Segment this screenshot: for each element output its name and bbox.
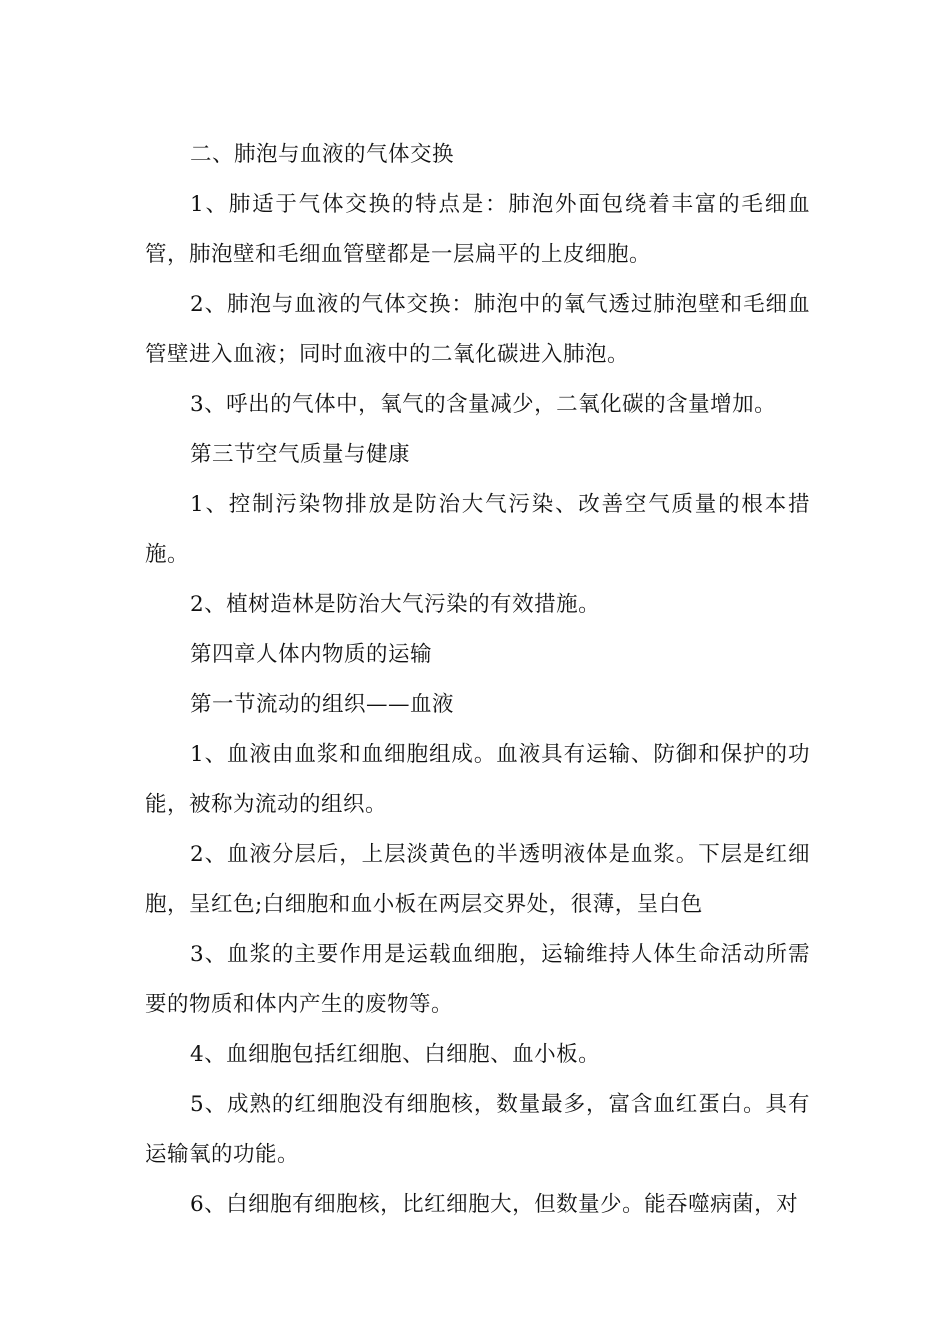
paragraph: 2、肺泡与血液的气体交换：肺泡中的氧气透过肺泡壁和毛细血管壁进入血液；同时血液中的二氧化碳进入肺泡。	[145, 292, 810, 367]
paragraph: 3、呼出的气体中，氧气的含量减少，二氧化碳的含量增加。	[190, 392, 777, 417]
paragraph: 3、血浆的主要作用是运载血细胞，运输维持人体生命活动所需要的物质和体内产生的废物等。	[145, 942, 810, 1017]
paragraph: 2、植树造林是防治大气污染的有效措施。	[190, 592, 601, 617]
paragraph: 5、成熟的红细胞没有细胞核，数量最多，富含血红蛋白。具有运输氧的功能。	[145, 1092, 810, 1167]
paragraph: 6、白细胞有细胞核，比红细胞大，但数量少。能吞噬病菌，对	[190, 1192, 799, 1217]
paragraph: 1、肺适于气体交换的特点是：肺泡外面包绕着丰富的毛细血管，肺泡壁和毛细血管壁都是一层扁平的上皮细胞。	[145, 192, 810, 267]
paragraph: 4、血细胞包括红细胞、白细胞、血小板。	[190, 1042, 601, 1067]
section-heading-alveoli-gas-exchange: 二、肺泡与血液的气体交换	[190, 142, 455, 167]
document-body	[145, 130, 810, 1230]
paragraph: 1、血液由血浆和血细胞组成。血液具有运输、防御和保护的功能，被称为流动的组织。	[145, 742, 810, 817]
paragraph: 2、血液分层后，上层淡黄色的半透明液体是血浆。下层是红细胞，呈红色;白细胞和血小板在两层交界处，很薄，呈白色	[145, 842, 810, 917]
chapter-heading-transport: 第四章人体内物质的运输	[190, 642, 433, 667]
paragraph: 1、控制污染物排放是防治大气污染、改善空气质量的根本措施。	[145, 492, 810, 567]
section-heading-blood: 第一节流动的组织——血液	[190, 692, 455, 717]
section-heading-air-quality: 第三节空气质量与健康	[190, 442, 411, 467]
